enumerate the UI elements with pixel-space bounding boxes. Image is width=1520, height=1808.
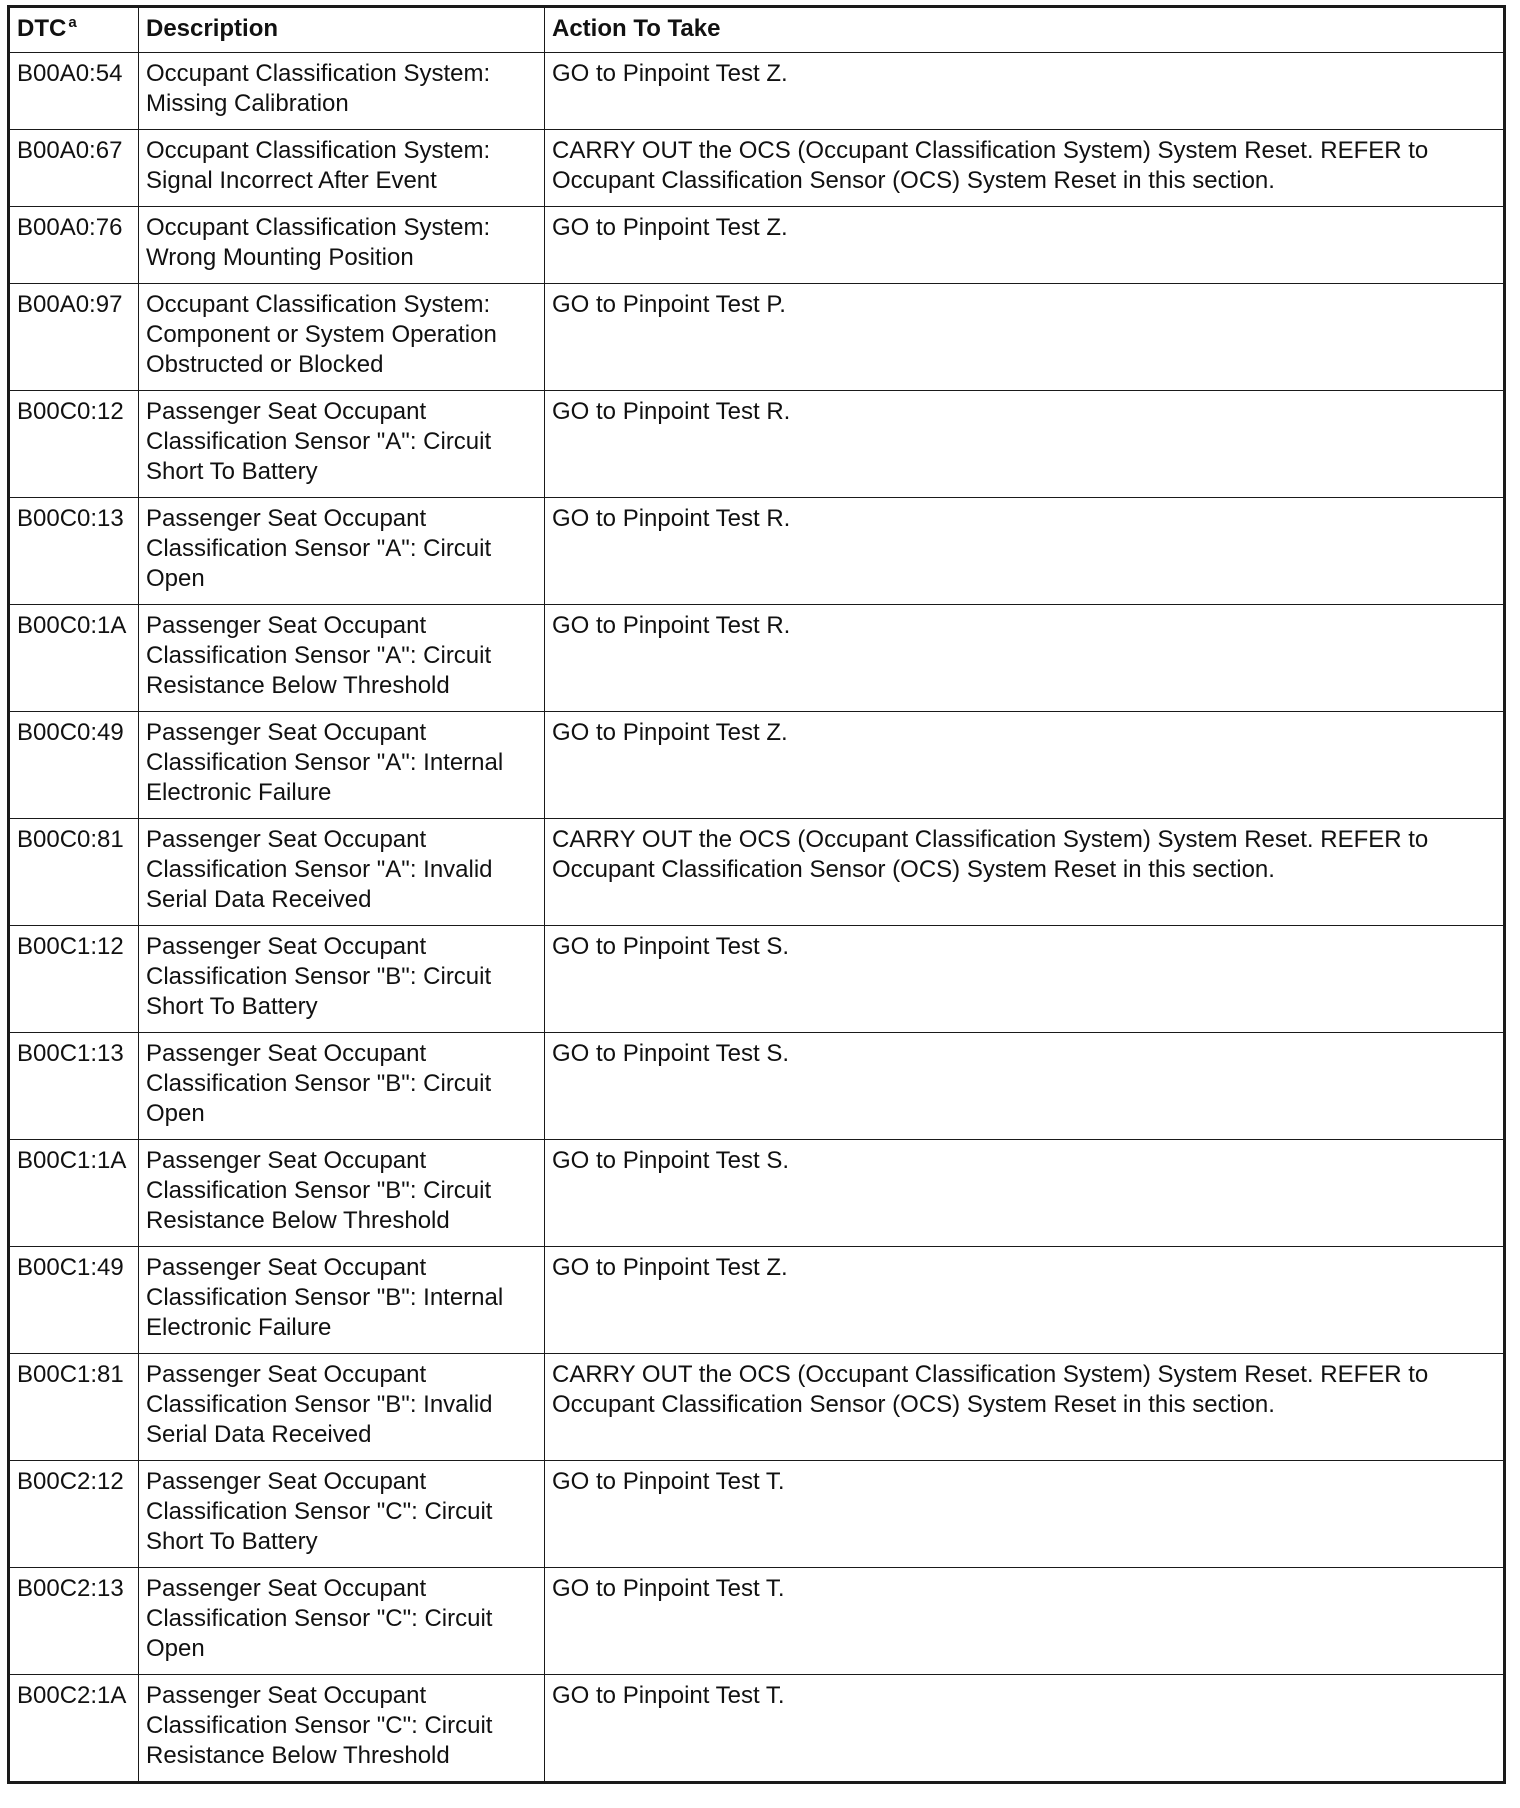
table-row bbox=[9, 207, 1505, 284]
description-cell: Passenger Seat Occupant Classification Sensor "A": Circuit Resistance Below Threshold bbox=[139, 605, 545, 712]
description-cell: Passenger Seat Occupant Classification Sensor "B": Internal Electronic Failure bbox=[139, 1247, 545, 1354]
description-cell: Passenger Seat Occupant Classification Sensor "B": Circuit Short To Battery bbox=[139, 926, 545, 1033]
action-cell: GO to Pinpoint Test R. bbox=[545, 391, 1505, 498]
header-description: Description bbox=[139, 7, 545, 53]
dtc-document bbox=[7, 5, 1506, 1784]
header-dtc bbox=[9, 7, 139, 53]
description-cell: Passenger Seat Occupant Classification Sensor "B": Circuit Open bbox=[139, 1033, 545, 1140]
dtc-code-cell: B00C2:1A bbox=[9, 1675, 139, 1783]
header-dtc-footnote: a bbox=[68, 14, 77, 31]
dtc-code-cell: B00A0:97 bbox=[9, 284, 139, 391]
table-row bbox=[9, 1675, 1505, 1783]
action-cell: GO to Pinpoint Test S. bbox=[545, 1140, 1505, 1247]
description-cell: Passenger Seat Occupant Classification Sensor "B": Circuit Resistance Below Threshold bbox=[139, 1140, 545, 1247]
description-cell: Occupant Classification System: Signal Incorrect After Event bbox=[139, 130, 545, 207]
dtc-code-cell: B00C0:1A bbox=[9, 605, 139, 712]
table-row bbox=[9, 284, 1505, 391]
action-cell: GO to Pinpoint Test T. bbox=[545, 1568, 1505, 1675]
table-row bbox=[9, 1354, 1505, 1461]
dtc-table bbox=[7, 5, 1506, 1784]
description-cell: Passenger Seat Occupant Classification Sensor "A": Circuit Open bbox=[139, 498, 545, 605]
table-row bbox=[9, 498, 1505, 605]
dtc-code-cell: B00C2:13 bbox=[9, 1568, 139, 1675]
table-row bbox=[9, 1461, 1505, 1568]
action-cell: GO to Pinpoint Test S. bbox=[545, 1033, 1505, 1140]
action-cell: GO to Pinpoint Test Z. bbox=[545, 207, 1505, 284]
header-dtc-label: DTC bbox=[17, 15, 67, 42]
description-cell: Occupant Classification System: Wrong Mounting Position bbox=[139, 207, 545, 284]
dtc-code-cell: B00C1:12 bbox=[9, 926, 139, 1033]
table-header-row bbox=[9, 7, 1505, 53]
description-cell: Occupant Classification System: Component or System Operation Obstructed or Blocked bbox=[139, 284, 545, 391]
description-cell: Passenger Seat Occupant Classification Sensor "B": Invalid Serial Data Received bbox=[139, 1354, 545, 1461]
dtc-code-cell: B00C1:49 bbox=[9, 1247, 139, 1354]
table-row bbox=[9, 926, 1505, 1033]
table-row bbox=[9, 1568, 1505, 1675]
dtc-code-cell: B00C2:12 bbox=[9, 1461, 139, 1568]
dtc-code-cell: B00C1:1A bbox=[9, 1140, 139, 1247]
description-cell: Passenger Seat Occupant Classification Sensor "A": Invalid Serial Data Received bbox=[139, 819, 545, 926]
dtc-code-cell: B00C0:49 bbox=[9, 712, 139, 819]
dtc-code-cell: B00C1:81 bbox=[9, 1354, 139, 1461]
action-cell: GO to Pinpoint Test Z. bbox=[545, 712, 1505, 819]
description-cell: Passenger Seat Occupant Classification Sensor "A": Internal Electronic Failure bbox=[139, 712, 545, 819]
action-cell: CARRY OUT the OCS (Occupant Classification System) System Reset. REFER to Occupant Classification Sensor (OCS) System Reset in this section. bbox=[545, 1354, 1505, 1461]
description-cell: Passenger Seat Occupant Classification Sensor "C": Circuit Short To Battery bbox=[139, 1461, 545, 1568]
action-cell: GO to Pinpoint Test S. bbox=[545, 926, 1505, 1033]
action-cell: GO to Pinpoint Test R. bbox=[545, 498, 1505, 605]
table-row bbox=[9, 1247, 1505, 1354]
table-row bbox=[9, 1033, 1505, 1140]
table-row bbox=[9, 391, 1505, 498]
table-row bbox=[9, 605, 1505, 712]
table-row bbox=[9, 712, 1505, 819]
table-row bbox=[9, 1140, 1505, 1247]
dtc-code-cell: B00C0:13 bbox=[9, 498, 139, 605]
action-cell: CARRY OUT the OCS (Occupant Classification System) System Reset. REFER to Occupant Classification Sensor (OCS) System Reset in this section. bbox=[545, 130, 1505, 207]
action-cell: GO to Pinpoint Test Z. bbox=[545, 1247, 1505, 1354]
dtc-code-cell: B00C1:13 bbox=[9, 1033, 139, 1140]
description-cell: Passenger Seat Occupant Classification Sensor "C": Circuit Open bbox=[139, 1568, 545, 1675]
table-row bbox=[9, 130, 1505, 207]
action-cell: CARRY OUT the OCS (Occupant Classification System) System Reset. REFER to Occupant Classification Sensor (OCS) System Reset in this section. bbox=[545, 819, 1505, 926]
action-cell: GO to Pinpoint Test R. bbox=[545, 605, 1505, 712]
table-row bbox=[9, 53, 1505, 130]
dtc-code-cell: B00C0:12 bbox=[9, 391, 139, 498]
description-cell: Occupant Classification System: Missing Calibration bbox=[139, 53, 545, 130]
dtc-code-cell: B00A0:54 bbox=[9, 53, 139, 130]
dtc-code-cell: B00A0:67 bbox=[9, 130, 139, 207]
action-cell: GO to Pinpoint Test Z. bbox=[545, 53, 1505, 130]
description-cell: Passenger Seat Occupant Classification Sensor "A": Circuit Short To Battery bbox=[139, 391, 545, 498]
action-cell: GO to Pinpoint Test P. bbox=[545, 284, 1505, 391]
dtc-code-cell: B00C0:81 bbox=[9, 819, 139, 926]
dtc-code-cell: B00A0:76 bbox=[9, 207, 139, 284]
action-cell: GO to Pinpoint Test T. bbox=[545, 1461, 1505, 1568]
header-action: Action To Take bbox=[545, 7, 1505, 53]
description-cell: Passenger Seat Occupant Classification Sensor "C": Circuit Resistance Below Threshold bbox=[139, 1675, 545, 1783]
table-row bbox=[9, 819, 1505, 926]
action-cell: GO to Pinpoint Test T. bbox=[545, 1675, 1505, 1783]
